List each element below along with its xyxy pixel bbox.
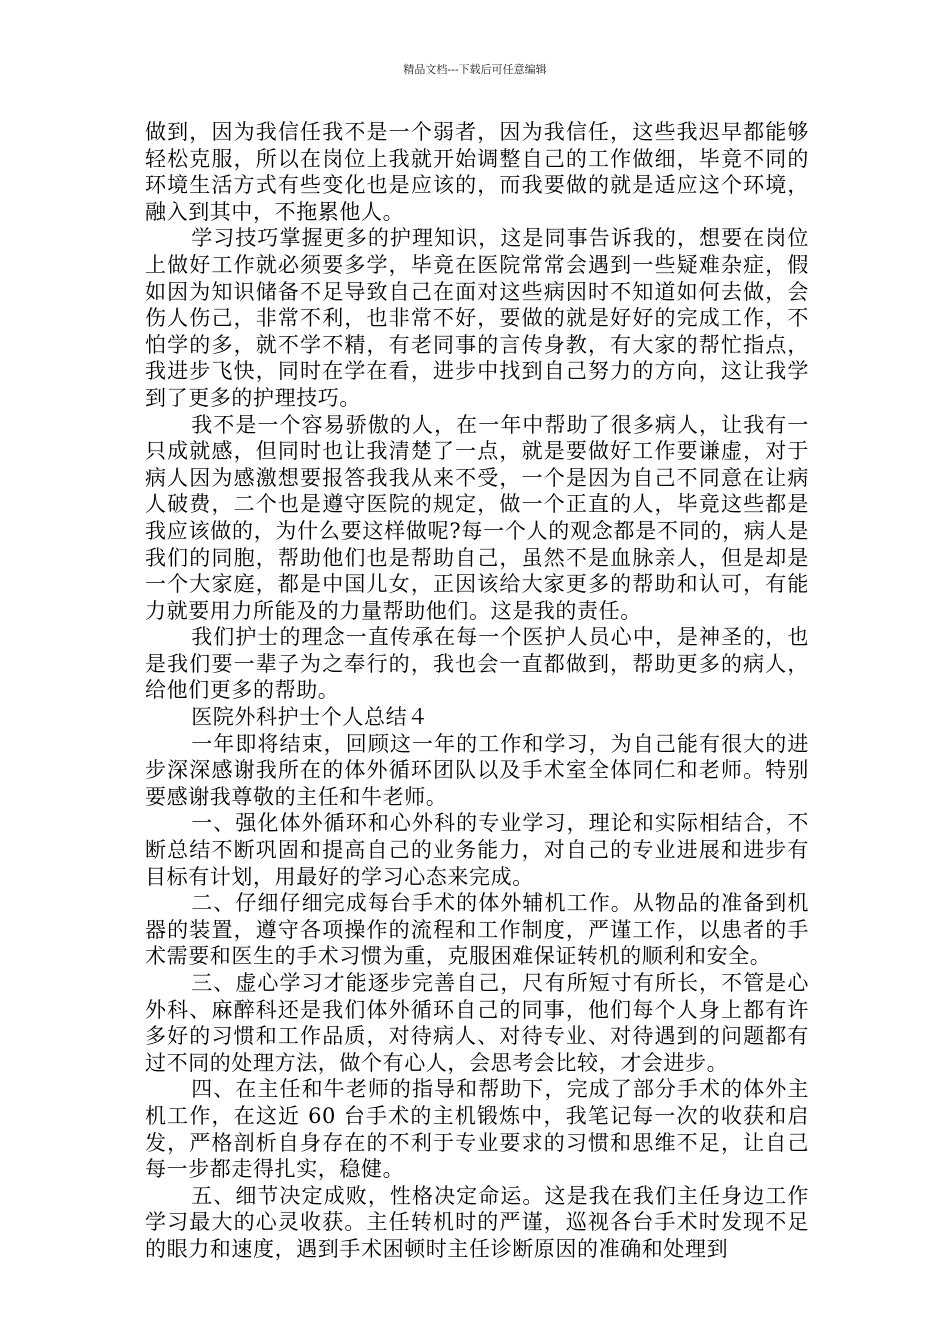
paragraph-3: 我不是一个容易骄傲的人，在一年中帮助了很多病人，让我有一只成就感，但同时也让我清楚了一点，就是要做好工作要谦虚，对于病人因为感激想要报答我我从来不受，一个是因为自己不同意在让病人破费，二个也是遵守医院的规定，做一个正直的人，毕竟这些都是我应该做的，为什么要这样做呢?每一个人的观念都是不同的，病人是我们的同胞，帮助他们也是帮助自己，虽然不是血脉亲人，但是却是一个大家庭，都是中国儿女，正因该给大家更多的帮助和认可，有能力就要用力所能及的力量帮助他们。这是我的责任。 <box>145 412 809 623</box>
paragraph-8: 三、虚心学习才能逐步完善自己，尺有所短寸有所长，不管是心外科、麻醉科还是我们体外循环自己的同事，他们每个人身上都有许多好的习惯和工作品质，对待病人、对待专业、对待遇到的问题都有过不同的处理方法，做个有心人，会思考会比较，才会进步。 <box>145 971 809 1075</box>
page-header: 精品文档---下载后可任意编辑 <box>403 63 547 76</box>
paragraph-2: 学习技巧掌握更多的护理知识，这是同事告诉我的，想要在岗位上做好工作就必须要多学，毕竟在医院常常会遇到一些疑难杂症，假如因为知识储备不足导致自己在面对这些病因时不知道如何去做，会伤人伤己，非常不利，也非常不好，要做的就是好好的完成工作，不怕学的多，就不学不精，有老同事的言传身教，有大家的帮忙指点，我进步飞快，同时在学在看，进步中找到自己努力的方向，这让我学到了更多的护理技巧。 <box>145 226 809 410</box>
paragraph-9: 四、在主任和牛老师的指导和帮助下，完成了部分手术的体外主机工作，在这近 60 台手术的主机锻炼中，我笔记每一次的收获和启发，严格剖析自身存在的不利于专业要求的习惯和思维不足，让自己每一步都走得扎实，稳健。 <box>145 1077 809 1182</box>
paragraph-7: 二、仔细仔细完成每台手术的体外辅机工作。从物品的准备到机器的装置，遵守各项操作的流程和工作制度，严谨工作，以患者的手术需要和医生的手术习惯为重，克服困难保证转机的顺利和安全。 <box>145 891 809 969</box>
paragraph-6: 一、强化体外循环和心外科的专业学习，理论和实际相结合，不断总结不断巩固和提高自己的业务能力，对自己的专业进展和进步有目标有计划，用最好的学习心态来完成。 <box>145 811 809 889</box>
document-body <box>145 119 809 1263</box>
paragraph-10: 五、细节决定成败，性格决定命运。这是我在我们主任身边工作学习最大的心灵收获。主任转机时的严谨，巡视各台手术时发现不足的眼力和速度，遇到手术困顿时主任诊断原因的准确和处理到 <box>145 1183 809 1261</box>
paragraph-4: 我们护士的理念一直传承在每一个医护人员心中，是神圣的，也是我们要一辈子为之奉行的，我也会一直都做到，帮助更多的病人，给他们更多的帮助。 <box>145 625 809 703</box>
section-title: 医院外科护士个人总结４ <box>191 705 429 730</box>
paragraph-5: 一年即将结束，回顾这一年的工作和学习，为自己能有很大的进步深深感谢我所在的体外循环团队以及手术室全体同仁和老师。特别要感谢我尊敬的主任和牛老师。 <box>145 731 809 809</box>
paragraph-1: 做到，因为我信任我不是一个弱者，因为我信任，这些我迟早都能够轻松克服，所以在岗位上我就开始调整自己的工作做细，毕竟不同的环境生活方式有些变化也是应该的，而我要做的就是适应这个环境，融入到其中，不拖累他人。 <box>145 120 809 224</box>
